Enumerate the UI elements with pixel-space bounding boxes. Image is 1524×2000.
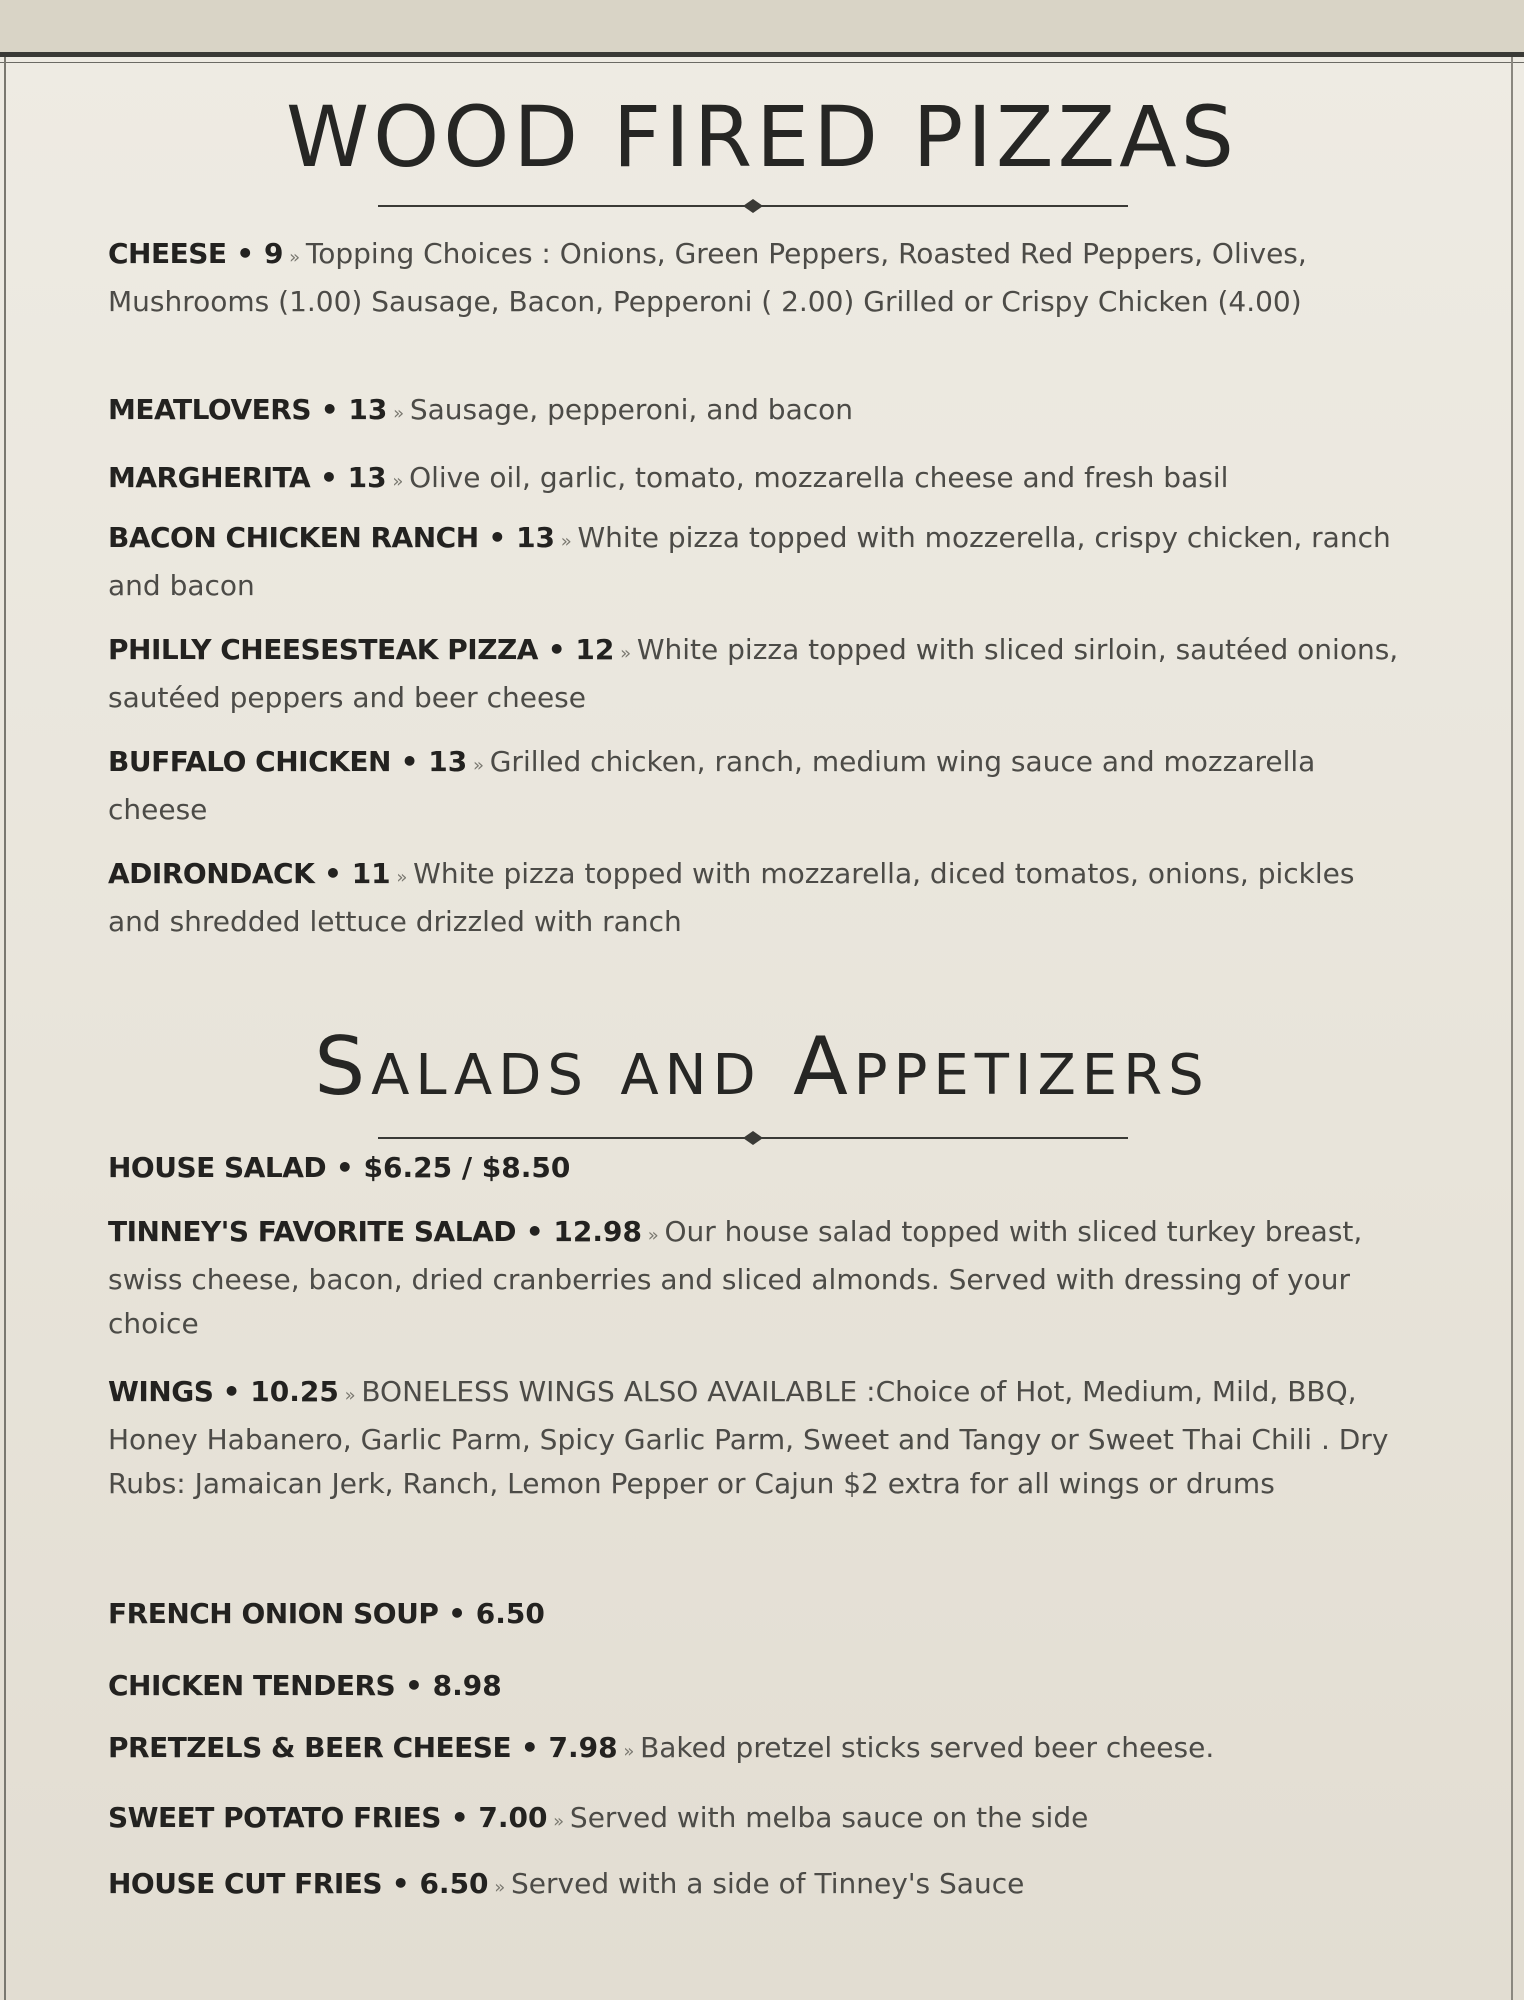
- menu-item-name: CHEESE: [108, 237, 227, 270]
- menu-item: [108, 1370, 1408, 1506]
- menu-item-name: FRENCH ONION SOUP: [108, 1597, 439, 1630]
- bullet-separator-icon: •: [478, 521, 517, 554]
- menu-item: [108, 740, 1408, 832]
- menu-item-price: $6.25 / $8.50: [363, 1151, 571, 1184]
- menu-item-description: White pizza topped with mozzarella, diced tomatos, onions, pickles and shredded lettuce drizzled with ranch: [108, 857, 1355, 938]
- menu-item-price: 7.00: [478, 1801, 548, 1834]
- menu-item-price: 10.25: [250, 1375, 339, 1408]
- bullet-separator-icon: •: [314, 857, 352, 890]
- chevron-separator-icon: »: [283, 247, 306, 268]
- chevron-separator-icon: »: [614, 643, 637, 664]
- menu-item: [108, 232, 1408, 324]
- bullet-separator-icon: •: [438, 1597, 476, 1630]
- menu-item-name: BACON CHICKEN RANCH: [108, 521, 479, 554]
- menu-item: [108, 388, 1408, 436]
- menu-item-price: 12: [575, 633, 615, 666]
- menu-item-description: Served with a side of Tinney's Sauce: [511, 1867, 1025, 1900]
- menu-item-name: WINGS: [108, 1375, 223, 1408]
- menu-item-price: 7.98: [548, 1731, 618, 1764]
- menu-item-description: Baked pretzel sticks served beer cheese.: [640, 1731, 1215, 1764]
- menu-item-description: Sausage, pepperoni, and bacon: [409, 393, 853, 426]
- bullet-separator-icon: •: [326, 1151, 364, 1184]
- bullet-separator-icon: •: [511, 1731, 549, 1764]
- bullet-separator-icon: •: [537, 633, 576, 666]
- bullet-separator-icon: •: [222, 1375, 251, 1408]
- menu-item-name: PRETZELS & BEER CHEESE: [108, 1731, 512, 1764]
- menu-item-price: 11: [351, 857, 391, 890]
- menu-item-description: White pizza topped with sliced sirloin, sautéed onions, sautéed peppers and beer cheese: [108, 633, 1399, 714]
- bullet-separator-icon: •: [226, 237, 264, 270]
- chevron-separator-icon: »: [387, 403, 410, 424]
- menu-item: [108, 456, 1408, 504]
- menu-item-description: White pizza topped with mozzerella, crispy chicken, ranch and bacon: [108, 521, 1391, 602]
- bullet-separator-icon: •: [440, 1801, 479, 1834]
- top-border-rule: [0, 52, 1524, 57]
- menu-item: [108, 852, 1408, 944]
- menu-item-price: 13: [428, 745, 468, 778]
- bullet-separator-icon: •: [382, 1867, 420, 1900]
- menu-item-price: 13: [516, 521, 556, 554]
- menu-item-price: 8.98: [432, 1669, 502, 1702]
- menu-item: [108, 1664, 1408, 1708]
- chevron-separator-icon: »: [390, 867, 414, 888]
- menu-item: [108, 1210, 1408, 1346]
- section-title-salads-appetizers: Salads and Appetizers: [314, 1020, 1210, 1113]
- bullet-separator-icon: •: [390, 745, 429, 778]
- menu-item-description: Grilled chicken, ranch, medium wing sauce and mozzarella cheese: [108, 745, 1316, 826]
- bullet-separator-icon: •: [311, 393, 349, 426]
- menu-item-name: PHILLY CHEESESTEAK PIZZA: [108, 633, 538, 666]
- ornament-divider-icon: [378, 196, 1128, 216]
- chevron-separator-icon: »: [555, 531, 578, 552]
- menu-item: [108, 628, 1408, 720]
- menu-item-name: MEATLOVERS: [108, 393, 312, 426]
- menu-item-name: ADIRONDACK: [108, 857, 315, 890]
- menu-item-name: MARGHERITA: [108, 461, 311, 494]
- chevron-separator-icon: »: [617, 1741, 641, 1762]
- menu-item: [108, 1796, 1408, 1844]
- bullet-separator-icon: •: [515, 1215, 554, 1248]
- menu-item-description: Our house salad topped with sliced turkey breast, swiss cheese, bacon, dried cranberries and sliced almonds. Served with dressing of your choice: [108, 1215, 1363, 1340]
- top-border-thin-rule: [0, 62, 1524, 63]
- menu-item: [108, 1726, 1408, 1774]
- menu-item-price: 6.50: [475, 1597, 545, 1630]
- menu-item-price: 9: [263, 237, 284, 270]
- chevron-separator-icon: »: [386, 471, 410, 492]
- menu-item-description: BONELESS WINGS ALSO AVAILABLE :Choice of Hot, Medium, Mild, BBQ, Honey Habanero, Garlic Parm, Spicy Garlic Parm, Sweet and Tangy or Sweet Thai Chili . Dry Rubs: Jamaican Jerk, Ranch, Lemon Pepper or Cajun $2 extra for all wings or drums: [108, 1375, 1389, 1500]
- menu-item-price: 12.98: [553, 1215, 642, 1248]
- menu-item-price: 6.50: [419, 1867, 489, 1900]
- menu-item-description: Olive oil, garlic, tomato, mozzarella cheese and fresh basil: [409, 461, 1229, 494]
- menu-item-name: BUFFALO CHICKEN: [108, 745, 391, 778]
- menu-item-description: Served with melba sauce on the side: [569, 1801, 1089, 1834]
- chevron-separator-icon: »: [641, 1225, 665, 1246]
- menu-item: [108, 1862, 1408, 1910]
- chevron-separator-icon: »: [547, 1811, 570, 1832]
- section-title-pizzas: WOOD FIRED PIZZAS: [286, 88, 1238, 186]
- menu-item-name: TINNEY'S FAVORITE SALAD: [108, 1215, 516, 1248]
- menu-item-name: HOUSE CUT FRIES: [108, 1867, 383, 1900]
- menu-item: [108, 516, 1408, 608]
- bullet-separator-icon: •: [395, 1669, 433, 1702]
- menu-item: [108, 1146, 1408, 1190]
- menu-item-price: 13: [348, 393, 388, 426]
- menu-item-name: HOUSE SALAD: [108, 1151, 327, 1184]
- bullet-separator-icon: •: [310, 461, 348, 494]
- chevron-separator-icon: »: [467, 755, 490, 776]
- menu-item-name: SWEET POTATO FRIES: [108, 1801, 441, 1834]
- menu-item-name: CHICKEN TENDERS: [108, 1669, 396, 1702]
- ornament-divider-icon: [378, 1128, 1128, 1148]
- menu-item: [108, 1592, 1408, 1636]
- menu-item-price: 13: [347, 461, 387, 494]
- chevron-separator-icon: »: [488, 1877, 512, 1898]
- chevron-separator-icon: »: [338, 1385, 362, 1406]
- menu-item-description: Topping Choices : Onions, Green Peppers, Roasted Red Peppers, Olives, Mushrooms (1.00) Sausage, Bacon, Pepperoni ( 2.00) Grilled or Crispy Chicken (4.00): [108, 237, 1307, 318]
